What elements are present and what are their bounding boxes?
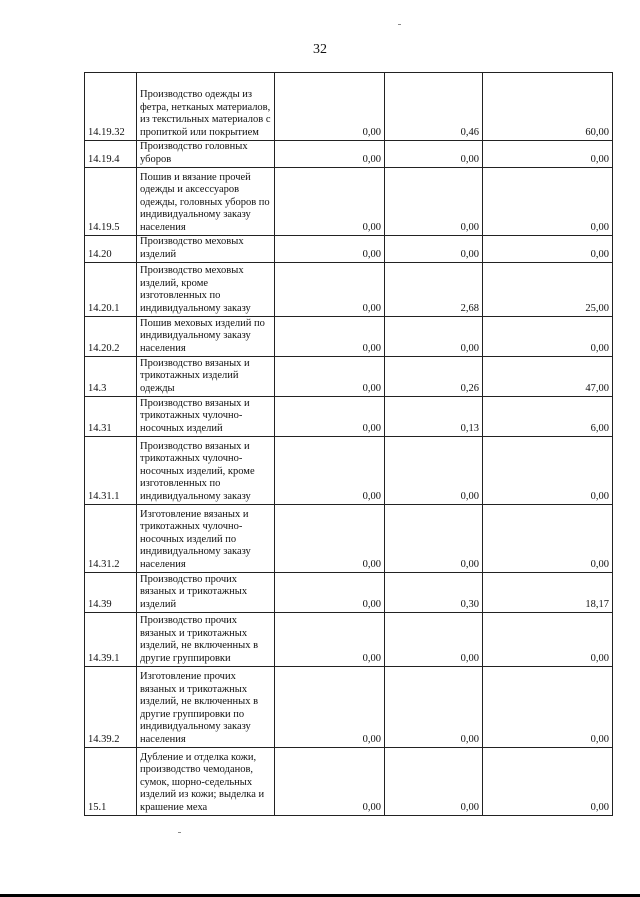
value-3: 47,00	[483, 357, 613, 397]
value-1: 0,00	[275, 168, 385, 236]
activity-name: Производство прочих вязаных и трикотажных изделий, не включенных в другие группировки	[137, 613, 275, 667]
value-2: 0,46	[385, 73, 483, 141]
value-2: 0,30	[385, 573, 483, 613]
table-row	[85, 397, 613, 437]
table-row	[85, 73, 613, 141]
value-3: 60,00	[483, 73, 613, 141]
value-3: 0,00	[483, 141, 613, 168]
value-2: 0,00	[385, 505, 483, 573]
okved-code: 14.39	[85, 573, 137, 613]
value-2: 0,00	[385, 613, 483, 667]
value-3: 6,00	[483, 397, 613, 437]
table-row	[85, 437, 613, 505]
value-1: 0,00	[275, 317, 385, 357]
value-3: 0,00	[483, 437, 613, 505]
value-2: 0,00	[385, 168, 483, 236]
value-1: 0,00	[275, 73, 385, 141]
table-row	[85, 317, 613, 357]
value-2: 0,26	[385, 357, 483, 397]
value-2: 0,00	[385, 437, 483, 505]
activity-name: Производство вязаных и трикотажных изделий одежды	[137, 357, 275, 397]
okved-code: 14.39.2	[85, 667, 137, 748]
page-number: 32	[313, 42, 327, 57]
table-row	[85, 505, 613, 573]
table-row	[85, 748, 613, 816]
value-3: 18,17	[483, 573, 613, 613]
value-2: 0,00	[385, 748, 483, 816]
value-2: 0,00	[385, 317, 483, 357]
table-row	[85, 667, 613, 748]
activity-name: Производство меховых изделий	[137, 236, 275, 263]
value-1: 0,00	[275, 667, 385, 748]
value-2: 0,00	[385, 141, 483, 168]
value-1: 0,00	[275, 357, 385, 397]
value-3: 0,00	[483, 613, 613, 667]
value-1: 0,00	[275, 613, 385, 667]
okved-code: 14.31.2	[85, 505, 137, 573]
activity-name: Изготовление прочих вязаных и трикотажных изделий, не включенных в другие группировки по индивидуальному заказу населения	[137, 667, 275, 748]
table-row	[85, 141, 613, 168]
value-1: 0,00	[275, 505, 385, 573]
activity-name: Производство прочих вязаных и трикотажных изделий	[137, 573, 275, 613]
okved-code: 14.19.5	[85, 168, 137, 236]
table-row	[85, 573, 613, 613]
okved-code: 15.1	[85, 748, 137, 816]
value-1: 0,00	[275, 397, 385, 437]
activity-name: Производство вязаных и трикотажных чулочно-носочных изделий	[137, 397, 275, 437]
value-3: 0,00	[483, 236, 613, 263]
value-2: 0,13	[385, 397, 483, 437]
value-3: 25,00	[483, 263, 613, 317]
okved-code: 14.39.1	[85, 613, 137, 667]
table-row	[85, 168, 613, 236]
data-table	[84, 72, 613, 816]
value-3: 0,00	[483, 748, 613, 816]
okved-code: 14.19.4	[85, 141, 137, 168]
okved-code: 14.31	[85, 397, 137, 437]
value-3: 0,00	[483, 505, 613, 573]
activity-name: Пошив меховых изделий по индивидуальному заказу населения	[137, 317, 275, 357]
value-1: 0,00	[275, 437, 385, 505]
value-2: 2,68	[385, 263, 483, 317]
activity-name: Производство одежды из фетра, нетканых материалов, из текстильных материалов с пропиткой или покрытием	[137, 73, 275, 141]
okved-code: 14.31.1	[85, 437, 137, 505]
value-2: 0,00	[385, 667, 483, 748]
activity-name: Производство меховых изделий, кроме изготовленных по индивидуальному заказу	[137, 263, 275, 317]
value-2: 0,00	[385, 236, 483, 263]
activity-name: Дубление и отделка кожи, производство чемоданов, сумок, шорно-седельных изделий из кожи; выделка и крашение меха	[137, 748, 275, 816]
table-row	[85, 263, 613, 317]
activity-name: Производство вязаных и трикотажных чулочно-носочных изделий, кроме изготовленных по индивидуальному заказу	[137, 437, 275, 505]
activity-name: Изготовление вязаных и трикотажных чулочно-носочных изделий по индивидуальному заказу населения	[137, 505, 275, 573]
table-row	[85, 236, 613, 263]
activity-name: Пошив и вязание прочей одежды и аксессуаров одежды, головных уборов по индивидуальному заказу населения	[137, 168, 275, 236]
activity-name: Производство головных уборов	[137, 141, 275, 168]
value-3: 0,00	[483, 168, 613, 236]
okved-code: 14.20	[85, 236, 137, 263]
okved-code: 14.20.1	[85, 263, 137, 317]
value-3: 0,00	[483, 317, 613, 357]
scan-speck	[178, 832, 181, 833]
table-row	[85, 357, 613, 397]
value-1: 0,00	[275, 748, 385, 816]
value-1: 0,00	[275, 263, 385, 317]
okved-code: 14.19.32	[85, 73, 137, 141]
value-1: 0,00	[275, 141, 385, 168]
value-1: 0,00	[275, 236, 385, 263]
okved-code: 14.3	[85, 357, 137, 397]
okved-code: 14.20.2	[85, 317, 137, 357]
value-3: 0,00	[483, 667, 613, 748]
scan-speck	[398, 24, 401, 25]
value-1: 0,00	[275, 573, 385, 613]
table-row	[85, 613, 613, 667]
